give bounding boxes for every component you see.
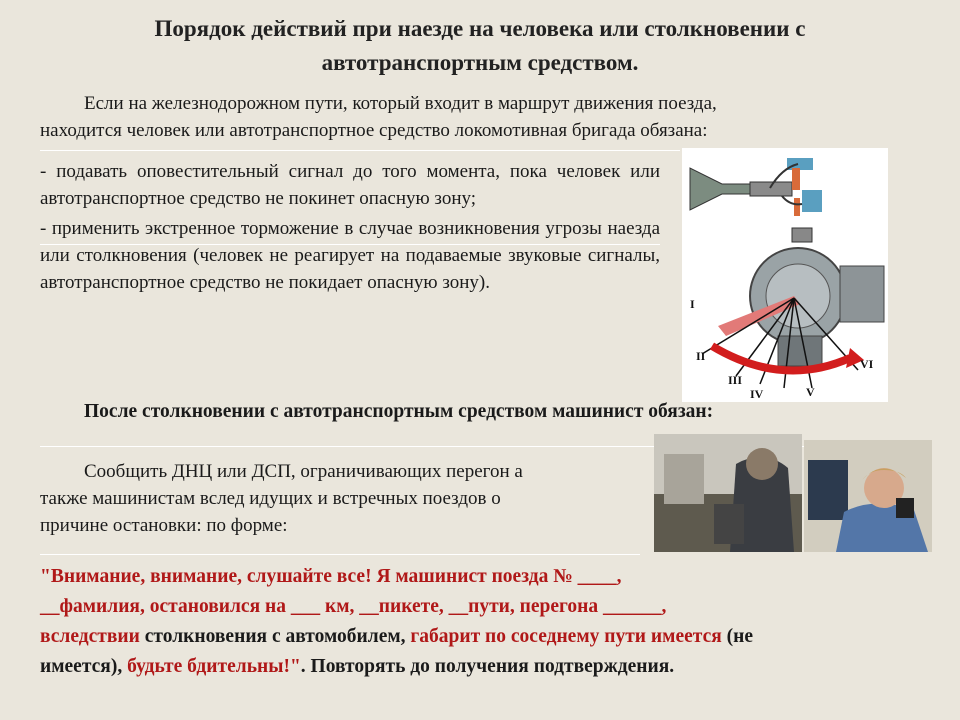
intro-line-1: Если на железнодорожном пути, который входит в маршрут движения поезда, bbox=[84, 93, 717, 114]
report-line-3: причине остановки: по форме: bbox=[40, 515, 288, 536]
brake-crane-diagram bbox=[682, 148, 888, 402]
position-label: IV bbox=[750, 387, 764, 401]
intro-line-2: находится человек или автотранспортное средство локомотивная бригада обязана: bbox=[40, 120, 708, 141]
message-line-2: __фамилия, остановился на ___ км, __пикете, __пути, перегона ______, bbox=[40, 596, 667, 617]
message-fragment: габарит по соседнему пути имеется bbox=[410, 626, 722, 647]
message-fragment: вследствии bbox=[40, 626, 140, 647]
title-line-1: Порядок действий при наезде на человека или столкновении с bbox=[154, 16, 806, 41]
position-label: II bbox=[696, 349, 706, 363]
list-item: - применить экстренное торможение в случае возникновения угрозы наезда или столкновения (человек не реагирует на подаваемые звуковые сигналы, автотранспортное средство не покидает опасную зону). bbox=[40, 218, 660, 293]
position-label: VI bbox=[860, 357, 874, 371]
separator-line bbox=[40, 150, 680, 151]
position-label: III bbox=[728, 373, 743, 387]
separator-line bbox=[40, 554, 640, 555]
report-line-2: также машинистам вслед идущих и встречных поездов о bbox=[40, 488, 501, 509]
action-list bbox=[40, 158, 660, 296]
slide-title bbox=[40, 12, 920, 80]
position-label: I bbox=[690, 297, 695, 311]
message-line-1: "Внимание, внимание, слушайте все! Я машинист поезда № ____, bbox=[40, 566, 622, 587]
report-paragraph bbox=[40, 458, 640, 539]
message-line-3 bbox=[40, 622, 925, 652]
dispatcher-photo bbox=[804, 440, 932, 552]
driver-photo bbox=[654, 434, 802, 552]
radio-message bbox=[40, 562, 925, 682]
report-line-1: Сообщить ДНЦ или ДСП, ограничивающих перегон а bbox=[84, 461, 523, 482]
message-fragment: столкновения с автомобилем, bbox=[139, 626, 411, 647]
message-line-4 bbox=[40, 652, 925, 682]
title-line-2: автотранспортным средством. bbox=[321, 50, 639, 75]
intro-paragraph bbox=[40, 90, 900, 144]
list-item: - подавать оповестительный сигнал до того момента, пока человек или автотранспортное средство не покинет опасную зону; bbox=[40, 161, 660, 209]
message-fragment: будьте бдительны!" bbox=[127, 656, 301, 677]
position-label: V bbox=[806, 385, 815, 399]
message-fragment: имеется), bbox=[40, 656, 128, 677]
message-fragment: (не bbox=[721, 626, 754, 647]
subheading: После столкновении с автотранспортным средством машинист обязан: bbox=[84, 401, 714, 422]
message-fragment: . Повторять до получения подтверждения. bbox=[300, 656, 675, 677]
